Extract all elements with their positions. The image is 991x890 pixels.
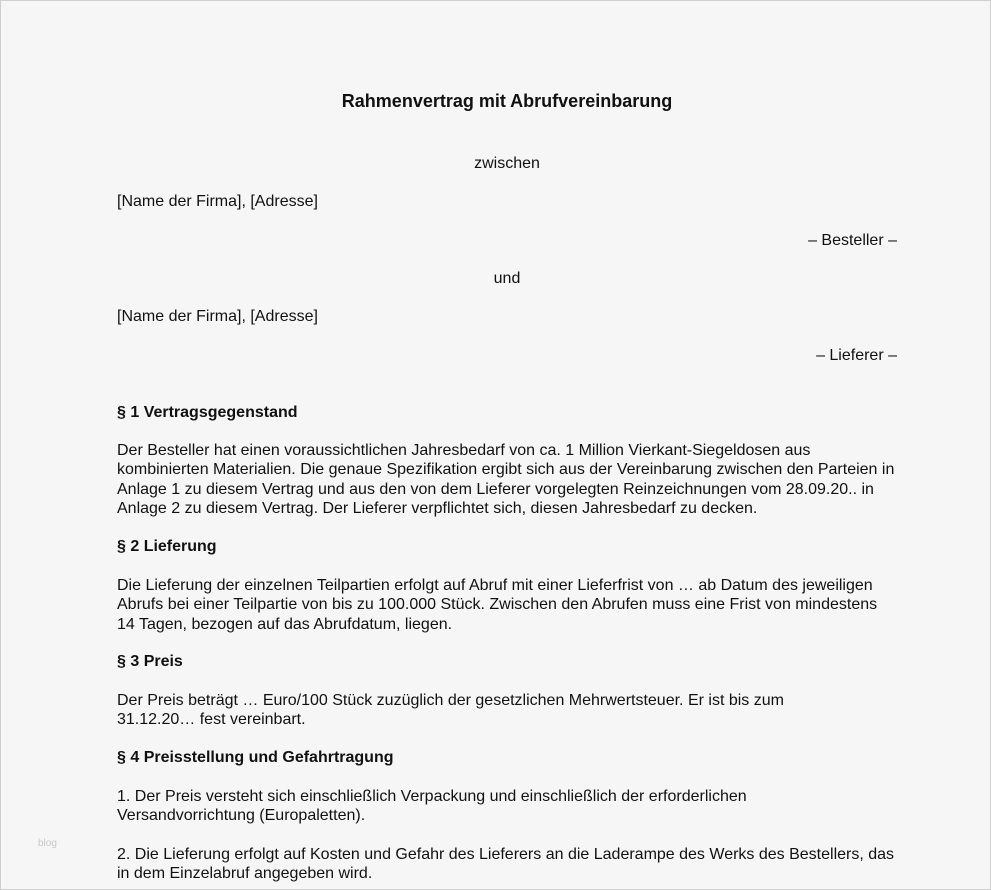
- section-1-text: Der Besteller hat einen voraussichtlichen Jahresbedarf von ca. 1 Million Vierkant-Siegeldosen aus kombinierten Materialien. Die genaue Spezifikation ergibt sich aus der Vereinbarung zwischen den Parteien in Anlage 1 zu diesem Vertrag und aus den von dem Lieferer vorgelegten Reinzeichnungen vom 28.09.20.. in Anlage 2 zu diesem Vertrag. Der Lieferer verpflichtet sich, diesen Jahresbedarf zu decken.: [117, 442, 895, 518]
- party-1: [Name der Firma], [Adresse]: [117, 193, 318, 210]
- section-3-text: Der Preis beträgt … Euro/100 Stück zuzüglich der gesetzlichen Mehrwertsteuer. Er ist bis zum 31.12.20… fest vereinbart.: [117, 692, 784, 729]
- watermark: blog: [38, 838, 57, 849]
- section-4-heading: § 4 Preisstellung und Gefahrtragung: [117, 749, 394, 766]
- section-4-paragraph-2: 2. Die Lieferung erfolgt auf Kosten und Gefahr des Lieferers an die Laderampe des Werks des Bestellers, das in dem Einzelabruf angegeben wird.: [117, 846, 895, 883]
- section-3-heading: § 3 Preis: [117, 653, 183, 670]
- and-label: und: [493, 270, 521, 287]
- party-2: [Name der Firma], [Adresse]: [117, 308, 318, 325]
- section-4-paragraph-1: 1. Der Preis versteht sich einschließlich Verpackung und einschließlich der erforderlichen Versandvorrichtung (Europaletten).: [117, 788, 747, 825]
- role-besteller: – Besteller –: [808, 232, 897, 249]
- section-2-heading: § 2 Lieferung: [117, 538, 217, 555]
- document-title: Rahmenvertrag mit Abrufvereinbarung: [341, 91, 673, 111]
- role-lieferer: – Lieferer –: [816, 347, 897, 364]
- section-1-heading: § 1 Vertragsgegenstand: [117, 404, 298, 421]
- section-2-text: Die Lieferung der einzelnen Teilpartien erfolgt auf Abruf mit einer Lieferfrist von … ab Datum des jeweiligen Abrufs bei einer Teilpartie von bis zu 100.000 Stück. Zwischen den Abrufen muss eine Frist von mindestens 14 Tagen, bezogen auf das Abrufdatum, liegen.: [117, 577, 878, 633]
- between-label: zwischen: [474, 155, 540, 172]
